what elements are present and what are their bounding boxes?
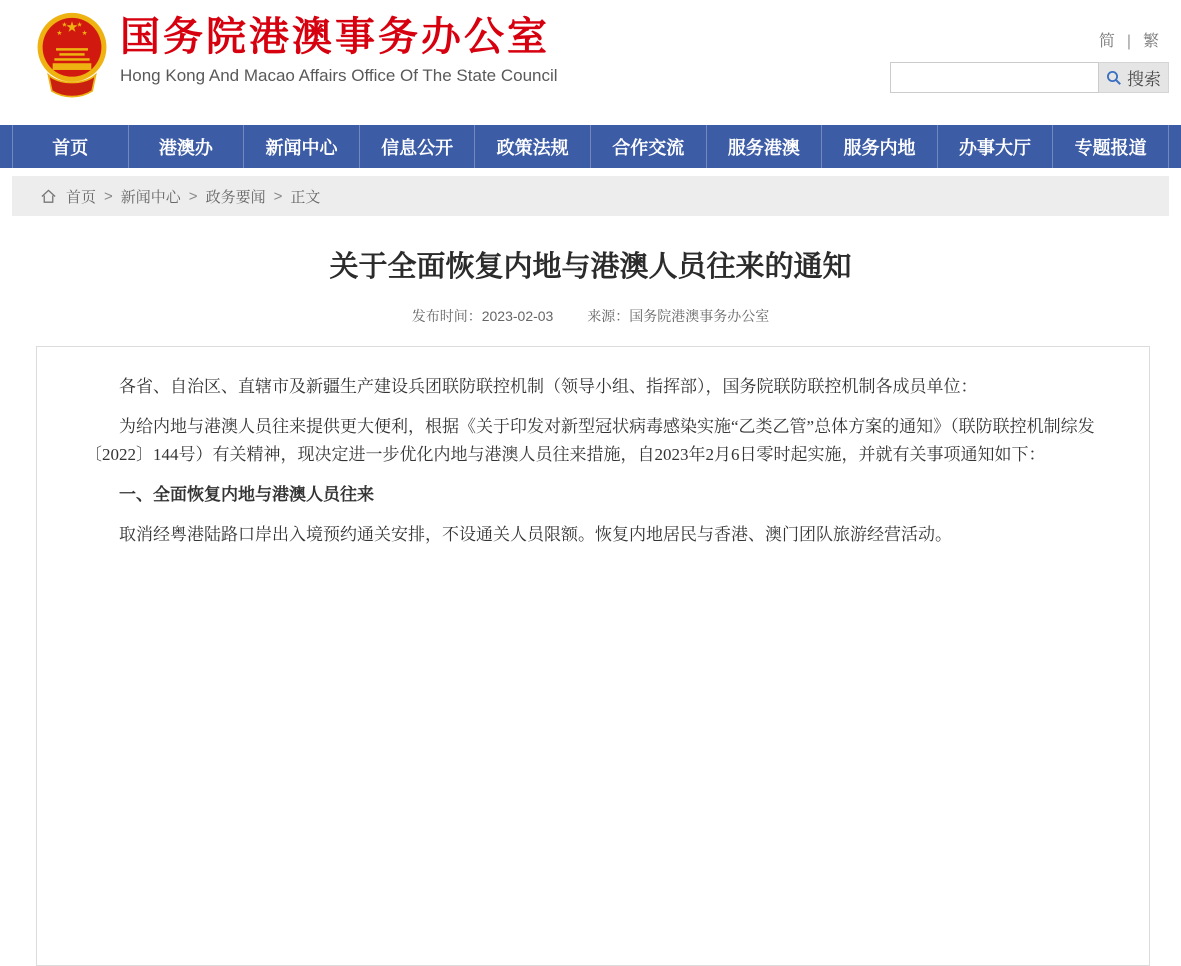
breadcrumb-gov-news[interactable]: 政务要闻 — [205, 188, 266, 206]
nav-item-serve-mainland[interactable]: 服务内地 — [821, 125, 937, 168]
search-icon — [1106, 70, 1122, 86]
article-meta — [12, 306, 1169, 326]
publish-time: 发布时间：2023-02-03 — [411, 308, 554, 324]
article-paragraph-intro: 为给内地与港澳人员往来提供更大便利，根据《关于印发对新型冠状病毒感染实施“乙类乙管”总体方案的通知》（联防联控机制综发〔2022〕144号）有关精神，现决定进一步优化内地与港澳人员往来措施，自2023年2月6日零时起实施，并就有关事项通知如下： — [85, 417, 1095, 464]
article-section-heading-1: 一、全面恢复内地与港澳人员往来 — [119, 485, 374, 504]
article-title: 关于全面恢复内地与港澳人员往来的通知 — [329, 251, 852, 283]
home-icon — [40, 188, 57, 205]
lang-traditional-link[interactable]: 繁 — [1142, 33, 1159, 50]
breadcrumb-current-page: 正文 — [290, 188, 321, 206]
nav-item-cooperation-exchange[interactable]: 合作交流 — [590, 125, 706, 168]
article-paragraph-salutation: 各省、自治区、直辖市及新疆生产建设兵团联防联控机制（领导小组、指挥部），国务院联防联控机制各成员单位： — [119, 377, 978, 396]
article-body — [36, 346, 1150, 966]
article-paragraph-measure-1: 取消经粤港陆路口岸出入境预约通关安排，不设通关人员限额。恢复内地居民与香港、澳门团队旅游经营活动。 — [119, 525, 952, 544]
language-toggle — [890, 28, 1165, 51]
article-source: 来源：国务院港澳事务办公室 — [587, 308, 770, 324]
nav-item-policies-regulations[interactable]: 政策法规 — [474, 125, 590, 168]
nav-item-home[interactable]: 首页 — [12, 125, 128, 168]
search-input[interactable] — [890, 62, 1099, 93]
nav-item-news-center[interactable]: 新闻中心 — [243, 125, 359, 168]
search-button-label: 搜索 — [1127, 70, 1161, 89]
main-navigation — [0, 125, 1181, 168]
site-title: 国务院港澳事务办公室 — [120, 15, 550, 59]
breadcrumb-news-center[interactable]: 新闻中心 — [120, 188, 181, 206]
breadcrumb — [12, 176, 1169, 216]
breadcrumb-separator: > — [188, 187, 198, 205]
breadcrumb-separator: > — [273, 187, 283, 205]
nav-item-service-hall[interactable]: 办事大厅 — [937, 125, 1053, 168]
nav-item-info-disclosure[interactable]: 信息公开 — [359, 125, 475, 168]
lang-divider: | — [1126, 33, 1131, 50]
site-header — [12, 0, 1169, 125]
national-emblem-logo — [30, 9, 114, 99]
nav-item-serve-hk-macao[interactable]: 服务港澳 — [706, 125, 822, 168]
breadcrumb-separator: > — [104, 187, 113, 205]
nav-item-hk-macao-office[interactable]: 港澳办 — [128, 125, 244, 168]
search-button[interactable] — [1099, 62, 1169, 93]
nav-item-special-reports[interactable]: 专题报道 — [1052, 125, 1169, 168]
lang-simplified-link[interactable]: 简 — [1098, 33, 1115, 50]
breadcrumb-home[interactable]: 首页 — [66, 188, 97, 206]
site-subtitle: Hong Kong And Macao Affairs Office Of The State Council — [120, 66, 558, 85]
